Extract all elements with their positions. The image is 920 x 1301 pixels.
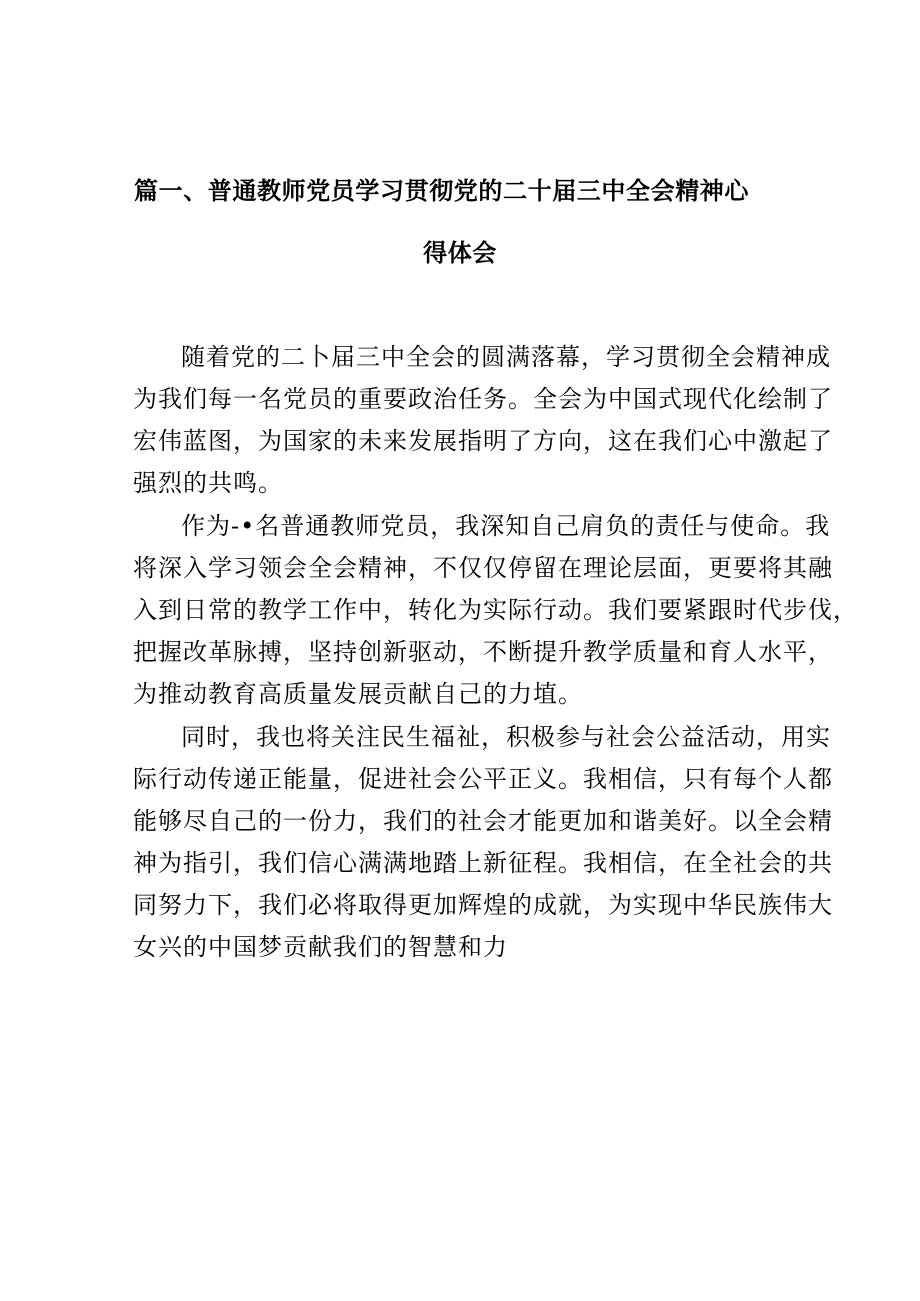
paragraph-3-line-6: 女兴的中国梦贡献我们的智慧和力 [133, 933, 508, 961]
paragraph-3-line-1: 同时，我也将关注民生福祉，积极参与社会公益活动，用实 [181, 723, 831, 751]
paragraph-2-line-2: 将深入学习领会全会精神，不仅仅停留在理论层面，更要将其融 [133, 554, 833, 582]
paragraph-2-line-5: 为推动教育高质量发展贡献自己的力埴。 [133, 680, 583, 708]
paragraph-3-line-5: 同努力下，我们必将取得更加辉煌的成就，为实现中华民族伟大 [133, 891, 833, 919]
paragraph-1-line-1: 随着党的二卜届三中全会的圆满落幕，学习贯彻全会精神成 [181, 343, 831, 371]
document-title-line-1: 篇一、普通教师党员学习贯彻党的二十届三中全会精神心 [134, 177, 749, 205]
paragraph-1-line-3: 宏伟蓝图，为国家的未来发展指明了方向，这在我们心中激起了 [133, 427, 833, 455]
paragraph-1-line-2: 为我们每一名党员的重要政治任务。全会为中国式现代化绘制了 [133, 385, 833, 413]
paragraph-3-line-3: 能够尽自己的一份力，我们的社会才能更加和谐美好。以全会精 [133, 807, 833, 835]
paragraph-2-line-3: 入到日常的教学工作中，转化为实际行动。我们要紧跟时代步伐， [133, 596, 858, 624]
paragraph-2-line-4: 把握改革脉搏，坚持创新驱动，不断提升教学质量和育人水平， [133, 638, 833, 666]
paragraph-3-line-4: 神为指引，我们信心满满地踏上新征程。我相信，在全社会的共 [133, 849, 833, 877]
paragraph-1-line-4: 强烈的共鸣。 [133, 469, 283, 497]
document-title-line-2: 得体会 [423, 239, 497, 267]
paragraph-3-line-2: 际行动传递正能量，促进社会公平正义。我相信，只有每个人都 [133, 765, 833, 793]
paragraph-2-line-1: 作为-•名普通教师党员，我深知自己肩负的责任与使命。我 [181, 512, 831, 540]
